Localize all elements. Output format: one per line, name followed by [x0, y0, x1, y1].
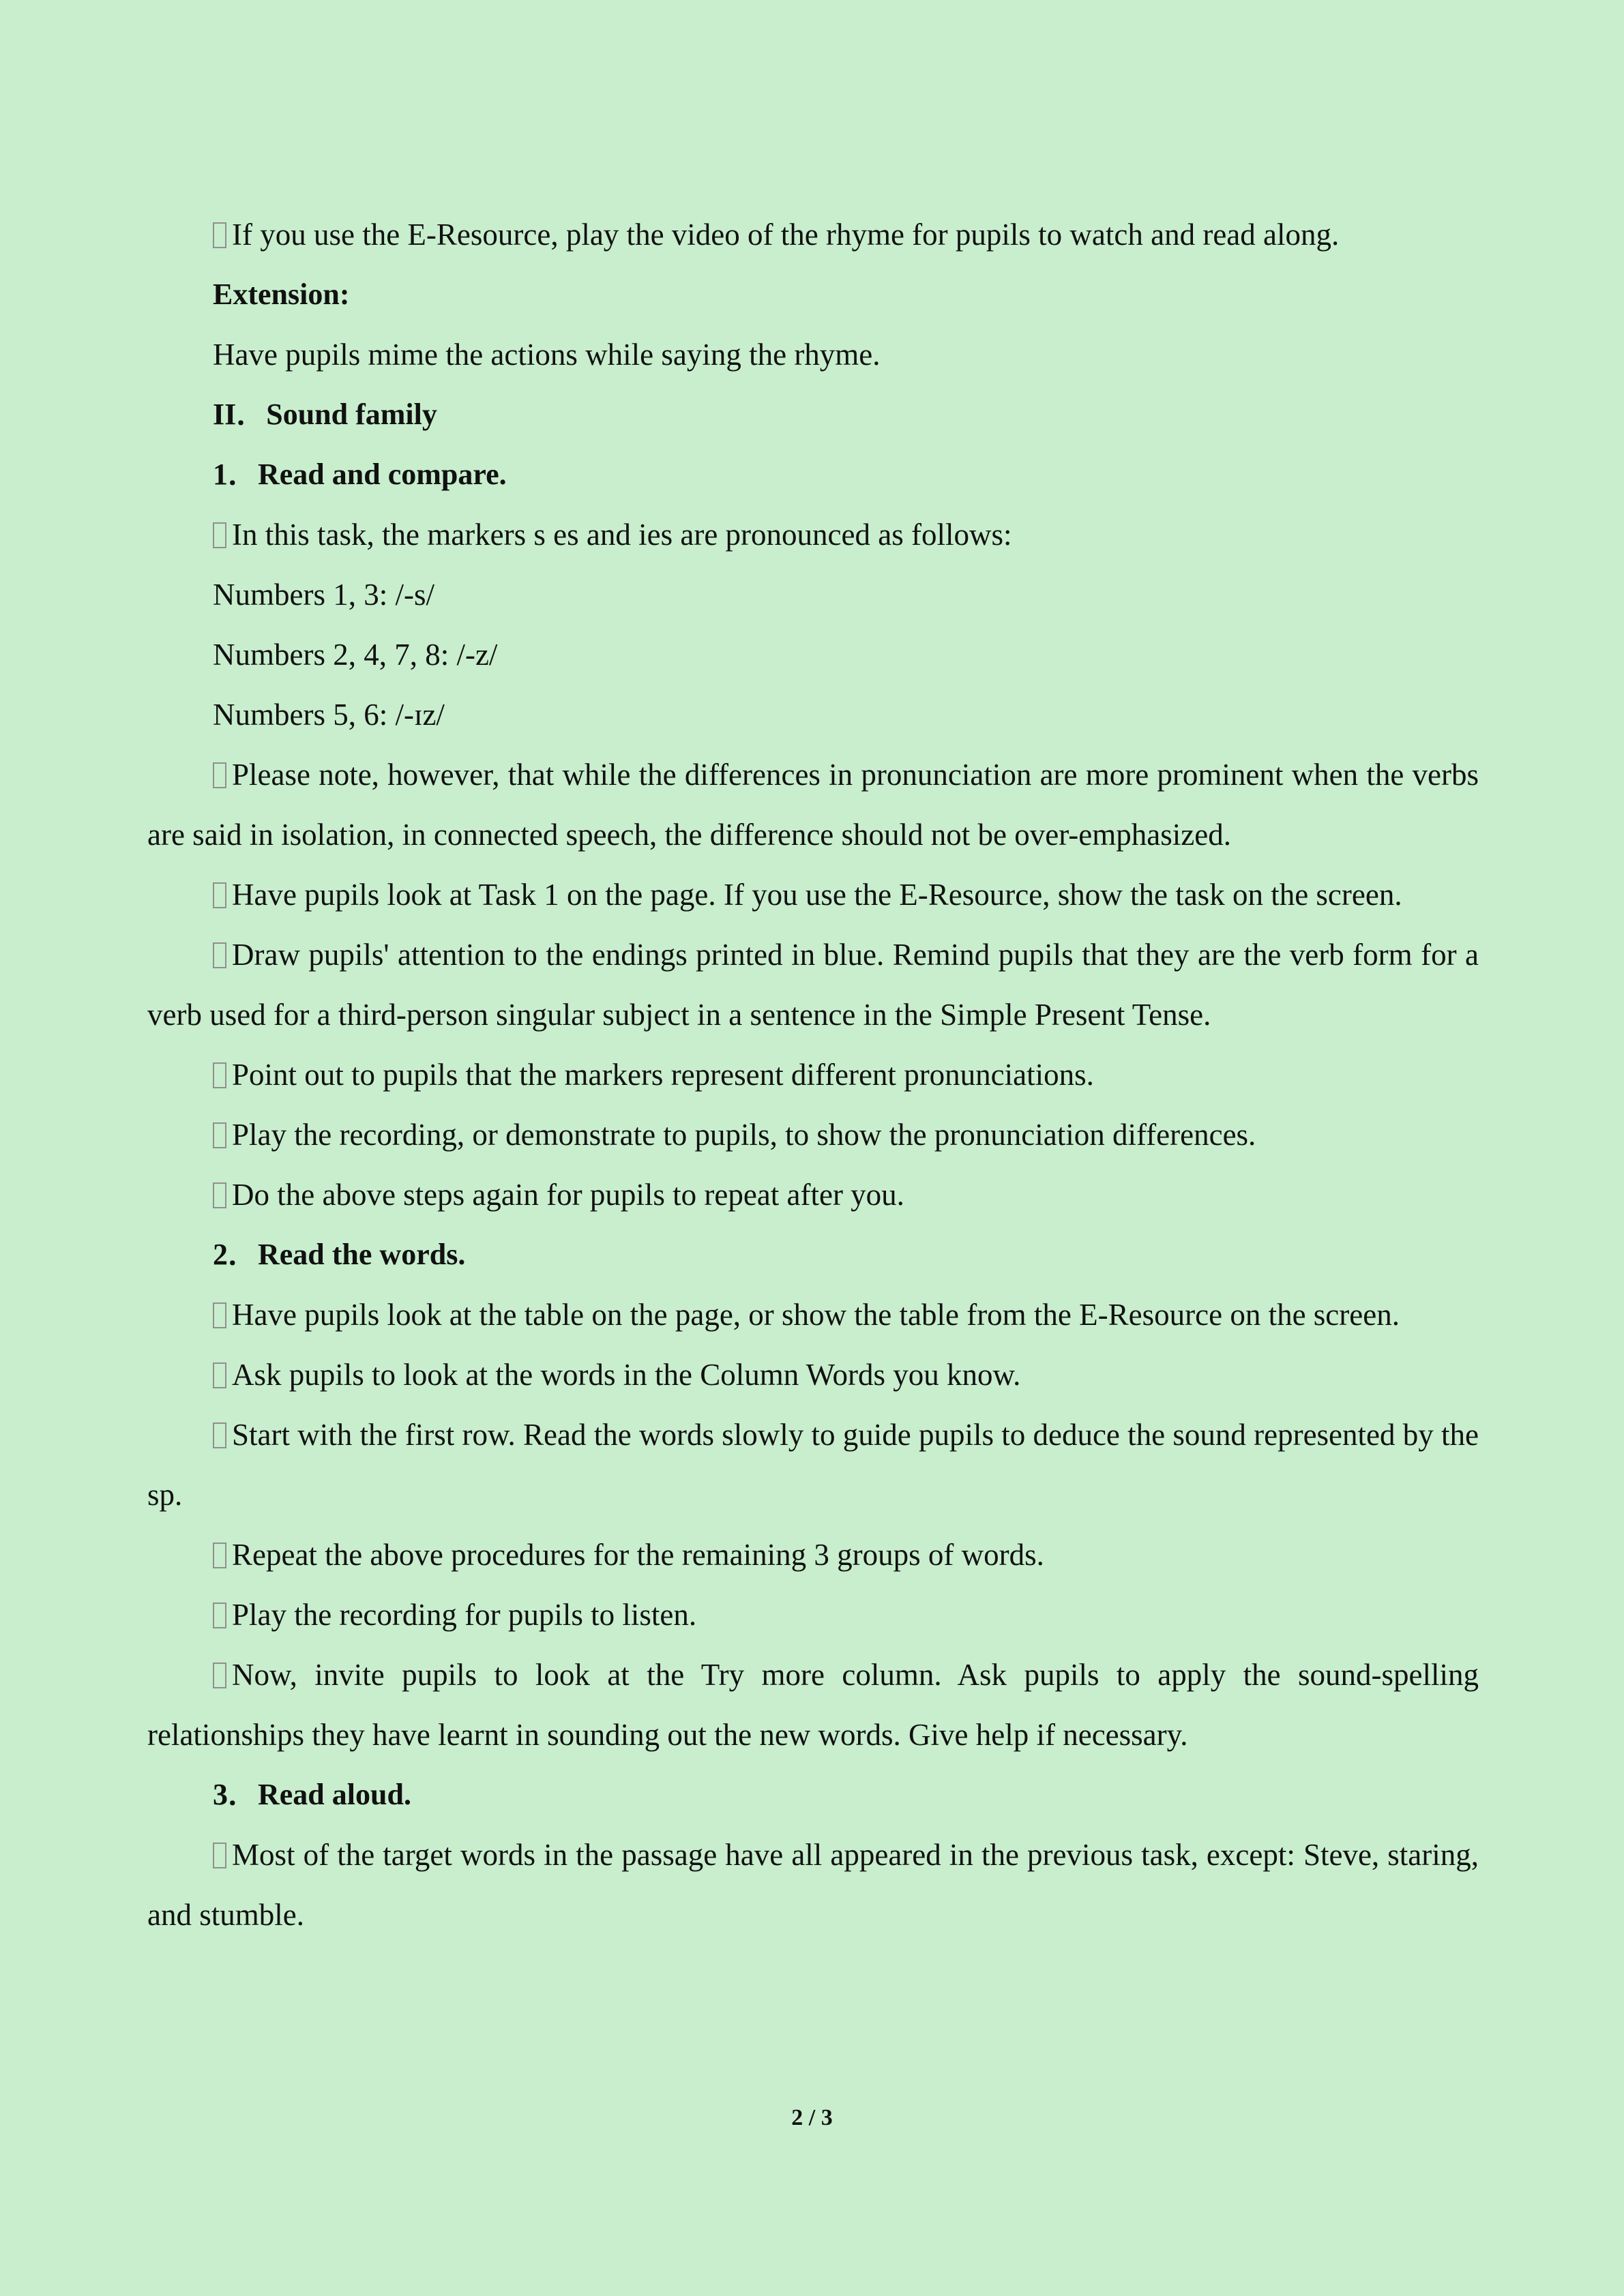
- section-heading: Extension:: [213, 278, 350, 311]
- paragraph-text: Most of the target words in the passage have all appeared in the previous task, except: Steve, staring, and stumble.: [147, 1838, 1479, 1932]
- paragraph-text: Have pupils look at the table on the page, or show the table from the E-Resource on the screen.: [232, 1298, 1400, 1332]
- missing-glyph-box: [213, 1422, 226, 1448]
- missing-glyph-box: [213, 882, 226, 908]
- bullet-paragraph: [147, 205, 1479, 265]
- section-heading: 2．Read the words.: [213, 1238, 466, 1271]
- missing-glyph-box: [213, 1182, 226, 1208]
- missing-glyph-box: [213, 1542, 226, 1568]
- missing-glyph-box: [213, 1062, 226, 1088]
- bullet-paragraph: [147, 1585, 1479, 1645]
- paragraph-text: Ask pupils to look at the words in the Column Words you know.: [232, 1358, 1021, 1392]
- paragraph-text: In this task, the markers s es and ies are pronounced as follows:: [232, 518, 1012, 552]
- section-heading: 3．Read aloud.: [213, 1778, 411, 1811]
- missing-glyph-box: [213, 1122, 226, 1148]
- bullet-paragraph: [147, 1165, 1479, 1225]
- paragraph-text: If you use the E-Resource, play the video of the rhyme for pupils to watch and read along.: [232, 218, 1340, 252]
- document-body: [147, 205, 1479, 1945]
- paragraph: Have pupils mime the actions while saying the rhyme.: [213, 338, 881, 372]
- paragraph-text: Repeat the above procedures for the remaining 3 groups of words.: [232, 1538, 1044, 1572]
- paragraph: Numbers 1, 3: /-s/: [213, 578, 434, 612]
- missing-glyph-box: [213, 1602, 226, 1628]
- bullet-paragraph: [147, 925, 1479, 1045]
- bullet-paragraph: [147, 1285, 1479, 1345]
- bullet-paragraph: [147, 505, 1479, 565]
- section-heading: 1．Read and compare.: [213, 458, 507, 491]
- missing-glyph-box: [213, 762, 226, 788]
- bullet-paragraph: [147, 1345, 1479, 1405]
- paragraph-text: Point out to pupils that the markers represent different pronunciations.: [232, 1058, 1094, 1092]
- paragraph: Numbers 2, 4, 7, 8: /-z/: [213, 638, 498, 672]
- page-number: 2 / 3: [791, 2105, 833, 2130]
- missing-glyph-box: [213, 522, 226, 548]
- bullet-paragraph: [147, 1105, 1479, 1165]
- bullet-paragraph: [147, 1045, 1479, 1105]
- paragraph: Numbers 5, 6: /-ɪz/: [213, 698, 445, 732]
- bullet-paragraph: [147, 745, 1479, 865]
- paragraph-text: Play the recording, or demonstrate to pupils, to show the pronunciation differences.: [232, 1118, 1256, 1152]
- missing-glyph-box: [213, 1362, 226, 1388]
- missing-glyph-box: [213, 942, 226, 968]
- paragraph-text: Now, invite pupils to look at the Try more column. Ask pupils to apply the sound-spelling relationships they have learnt in sounding out the new words. Give help if necessary.: [147, 1658, 1479, 1752]
- missing-glyph-box: [213, 1843, 226, 1868]
- bullet-paragraph: [147, 1525, 1479, 1585]
- paragraph-text: Draw pupils' attention to the endings printed in blue. Remind pupils that they are the verb form for a verb used for a third-person singular subject in a sentence in the Simple Present Tense.: [147, 938, 1479, 1032]
- paragraph-text: Have pupils look at Task 1 on the page. If you use the E-Resource, show the task on the screen.: [232, 878, 1402, 912]
- missing-glyph-box: [213, 1663, 226, 1688]
- paragraph-text: Start with the first row. Read the words slowly to guide pupils to deduce the sound represented by the sp.: [147, 1418, 1479, 1512]
- section-heading: II．Sound family: [213, 398, 437, 431]
- bullet-paragraph: [147, 1645, 1479, 1765]
- paragraph-text: Do the above steps again for pupils to repeat after you.: [232, 1178, 904, 1212]
- bullet-paragraph: [147, 865, 1479, 925]
- paragraph-text: Please note, however, that while the differences in pronunciation are more prominent when the verbs are said in isolation, in connected speech, the difference should not be over-emphasized.: [147, 758, 1479, 852]
- bullet-paragraph: [147, 1825, 1479, 1945]
- bullet-paragraph: [147, 1405, 1479, 1525]
- paragraph-text: Play the recording for pupils to listen.: [232, 1598, 697, 1632]
- missing-glyph-box: [213, 1302, 226, 1328]
- missing-glyph-box: [213, 222, 226, 248]
